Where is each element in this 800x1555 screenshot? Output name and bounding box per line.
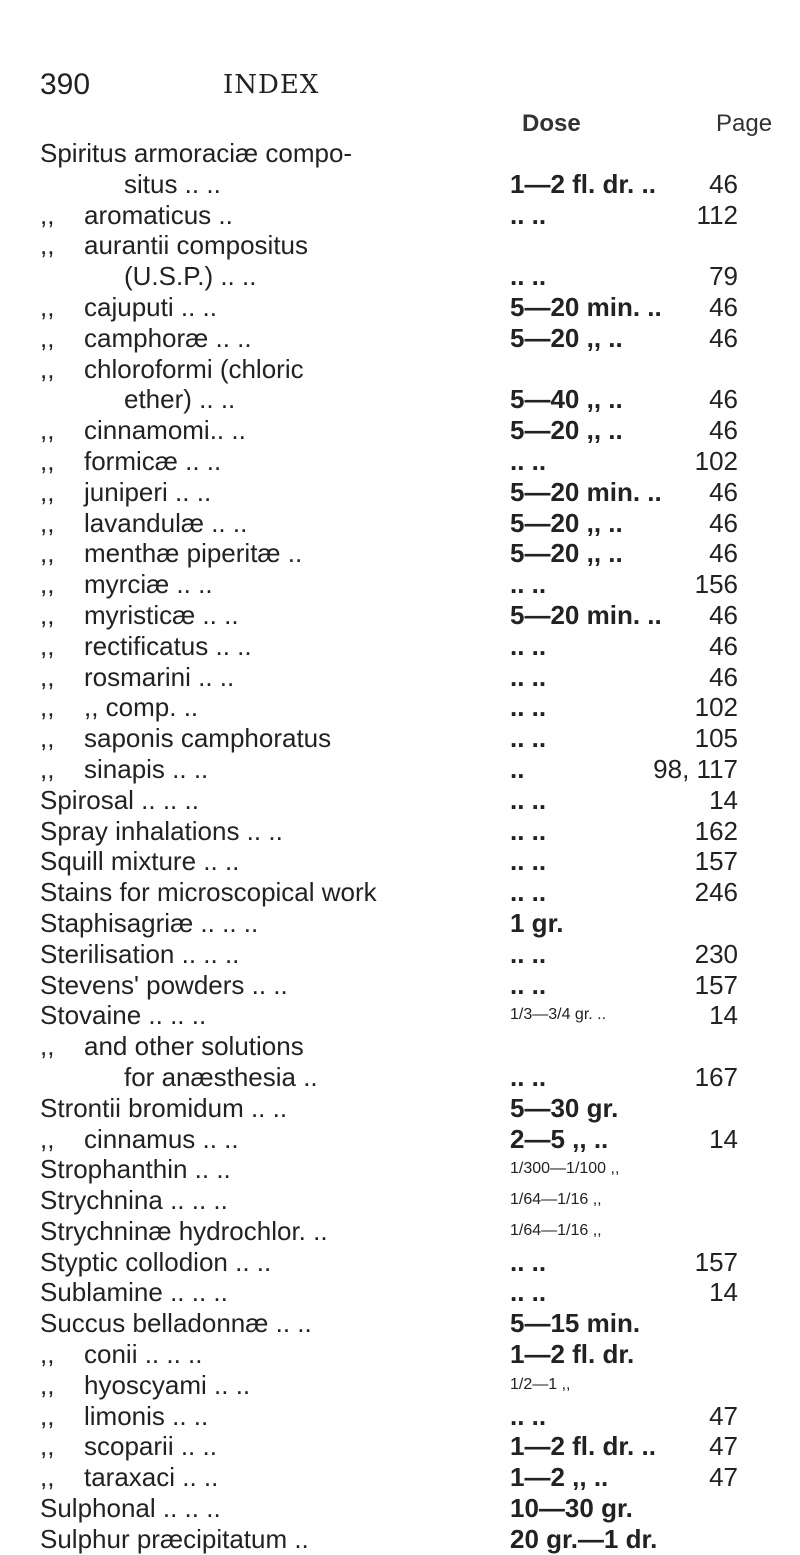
index-row xyxy=(0,1370,800,1401)
ditto-mark: ,, xyxy=(40,630,55,661)
index-row xyxy=(0,169,800,200)
index-row xyxy=(0,692,800,723)
entry-term: lavandulæ .. .. xyxy=(84,507,248,538)
entry-term: for anæsthesia .. xyxy=(124,1061,318,1092)
index-row xyxy=(0,846,800,877)
dose-value: .. .. xyxy=(510,1277,547,1308)
page-header xyxy=(40,68,760,108)
page-reference: 46 xyxy=(709,384,738,415)
index-row xyxy=(0,1277,800,1308)
page-number: 390 xyxy=(40,68,91,101)
dose-value: 5—40 ,, .. xyxy=(510,384,623,415)
index-row xyxy=(0,477,800,508)
dose-value: 2—5 ,, .. xyxy=(510,1123,609,1154)
page-column-header: Page xyxy=(716,110,773,137)
page-reference: 46 xyxy=(709,661,738,692)
ditto-mark: ,, xyxy=(40,322,55,353)
entry-term: menthæ piperitæ .. xyxy=(84,538,303,569)
running-title: INDEX xyxy=(223,70,320,100)
entry-term: camphoræ .. .. xyxy=(84,322,252,353)
index-row xyxy=(0,600,800,631)
dose-value: 5—20 ,, .. xyxy=(510,322,623,353)
dose-value: .. .. xyxy=(510,692,547,723)
index-row xyxy=(0,723,800,754)
index-row xyxy=(0,1524,800,1555)
ditto-mark: ,, xyxy=(40,291,55,322)
dose-value: 5—20 min. .. xyxy=(510,599,662,630)
ditto-mark: ,, xyxy=(40,753,55,784)
index-row xyxy=(0,1493,800,1524)
index-row xyxy=(0,538,800,569)
entry-term: juniperi .. .. xyxy=(84,476,212,507)
entry-term: Spirosal .. .. .. xyxy=(40,784,199,815)
entry-term: Strychnina .. .. .. xyxy=(40,1185,228,1216)
index-row xyxy=(0,292,800,323)
page-reference: 14 xyxy=(709,784,738,815)
entry-term: Sulphonal .. .. .. xyxy=(40,1493,221,1524)
index-row xyxy=(0,877,800,908)
dose-value: 5—30 gr. xyxy=(510,1092,619,1123)
page-reference: 46 xyxy=(709,599,738,630)
index-row xyxy=(0,446,800,477)
dose-value: 5—20 min. .. xyxy=(510,476,662,507)
page-reference: 105 xyxy=(694,723,738,754)
dose-value: 5—20 ,, .. xyxy=(510,415,623,446)
ditto-mark: ,, xyxy=(40,1339,55,1370)
dose-value: 1/2—1 ,, xyxy=(510,1375,571,1393)
ditto-mark: ,, xyxy=(40,1031,55,1062)
index-row xyxy=(0,569,800,600)
dose-value: 1 gr. xyxy=(510,907,564,938)
index-row xyxy=(0,939,800,970)
page-reference: 46 xyxy=(709,168,738,199)
index-row xyxy=(0,1093,800,1124)
ditto-mark: ,, xyxy=(40,1400,55,1431)
dose-value: .. .. xyxy=(510,569,547,600)
entry-term: formicæ .. .. xyxy=(84,445,222,476)
ditto-mark: ,, xyxy=(40,230,55,261)
entry-term: Spiritus armoraciæ compo- xyxy=(40,138,353,168)
ditto-mark: ,, xyxy=(40,445,55,476)
page-reference: 47 xyxy=(709,1462,738,1493)
index-row xyxy=(0,261,800,292)
index-row xyxy=(0,1462,800,1493)
entry-term: rosmarini .. .. xyxy=(84,661,235,692)
dose-value: 1/64—1/16 ,, xyxy=(510,1221,602,1239)
dose-value: .. .. xyxy=(510,630,547,661)
page-reference: 98, 117 xyxy=(653,753,738,784)
page-reference: 14 xyxy=(709,1123,738,1154)
index-row xyxy=(0,754,800,785)
entry-term: myristicæ .. .. xyxy=(84,599,239,630)
index-row xyxy=(0,384,800,415)
index-row xyxy=(0,1185,800,1216)
dose-column-header: Dose xyxy=(522,110,581,137)
ditto-mark: ,, xyxy=(40,692,55,723)
index-entries xyxy=(0,138,800,1555)
index-row xyxy=(0,200,800,231)
entry-term: Strophanthin .. .. xyxy=(40,1154,231,1185)
dose-value: .. .. xyxy=(510,969,547,1000)
entry-term: hyoscyami .. .. xyxy=(84,1369,251,1400)
page-reference: 47 xyxy=(709,1400,738,1431)
dose-value: .. .. xyxy=(510,1246,547,1277)
dose-value: 1—2 fl. dr. .. xyxy=(510,168,656,199)
index-row xyxy=(0,970,800,1001)
entry-term: saponis camphoratus xyxy=(84,723,332,754)
dose-value: .. .. xyxy=(510,661,547,692)
dose-value: 5—20 ,, .. xyxy=(510,538,623,569)
dose-value: 5—20 ,, .. xyxy=(510,507,623,538)
dose-value: .. .. xyxy=(510,1061,547,1092)
dose-value: .. .. xyxy=(510,938,547,969)
entry-term: cajuputi .. .. xyxy=(84,291,217,322)
index-row xyxy=(0,1339,800,1370)
index-row xyxy=(0,908,800,939)
index-row xyxy=(0,785,800,816)
page-reference: 46 xyxy=(709,507,738,538)
entry-term: situs .. .. xyxy=(124,168,221,199)
page-reference: 157 xyxy=(694,846,738,877)
entry-term: taraxaci .. .. xyxy=(84,1462,219,1493)
entry-term: conii .. .. .. xyxy=(84,1339,203,1370)
dose-value: 1/3—3/4 gr. .. xyxy=(510,1006,607,1024)
dose-value: .. .. xyxy=(510,846,547,877)
page-reference: 156 xyxy=(694,569,738,600)
ditto-mark: ,, xyxy=(40,1369,55,1400)
index-row xyxy=(0,1154,800,1185)
dose-value: 1/64—1/16 ,, xyxy=(510,1191,602,1209)
entry-term: aurantii compositus xyxy=(84,230,308,261)
dose-value: 5—20 min. .. xyxy=(510,291,662,322)
page-reference: 14 xyxy=(709,1000,738,1031)
ditto-mark: ,, xyxy=(40,538,55,569)
page-reference: 46 xyxy=(709,291,738,322)
entry-term: Spray inhalations .. .. xyxy=(40,815,283,846)
dose-value: .. .. xyxy=(510,261,547,292)
ditto-mark: ,, xyxy=(40,1123,55,1154)
page-reference: 157 xyxy=(694,969,738,1000)
entry-term: Stovaine .. .. .. xyxy=(40,1000,207,1031)
dose-value: .. .. xyxy=(510,1400,547,1431)
entry-term: scoparii .. .. xyxy=(84,1431,217,1462)
dose-value: 5—15 min. xyxy=(510,1308,641,1339)
entry-term: Stains for microscopical work xyxy=(40,877,377,908)
index-row xyxy=(0,1062,800,1093)
page-reference: 230 xyxy=(694,938,738,969)
entry-term: sinapis .. .. xyxy=(84,753,209,784)
ditto-mark: ,, xyxy=(40,476,55,507)
entry-term: Sulphur præcipitatum .. xyxy=(40,1523,309,1554)
page-reference: 14 xyxy=(709,1277,738,1308)
dose-value: .. .. xyxy=(510,445,547,476)
index-row xyxy=(0,1031,800,1062)
dose-value: 1/300—1/100 ,, xyxy=(510,1160,620,1178)
ditto-mark: ,, xyxy=(40,507,55,538)
entry-term: Sterilisation .. .. .. xyxy=(40,938,240,969)
page-reference: 46 xyxy=(709,415,738,446)
entry-term: ,, comp. .. xyxy=(84,692,199,723)
entry-term: (U.S.P.) .. .. xyxy=(124,261,257,292)
entry-term: rectificatus .. .. xyxy=(84,630,252,661)
page-reference: 79 xyxy=(709,261,738,292)
page-reference: 46 xyxy=(709,322,738,353)
index-row xyxy=(0,631,800,662)
ditto-mark: ,, xyxy=(40,599,55,630)
entry-term: Squill mixture .. .. xyxy=(40,846,240,877)
index-row xyxy=(0,1000,800,1031)
entry-term: Stevens' powders .. .. xyxy=(40,969,288,1000)
index-row xyxy=(0,1401,800,1432)
dose-value: 1—2 ,, .. xyxy=(510,1462,609,1493)
index-row xyxy=(0,1431,800,1462)
page-reference: 167 xyxy=(694,1061,738,1092)
entry-term: Staphisagriæ .. .. .. xyxy=(40,907,259,938)
index-row xyxy=(0,1247,800,1278)
page-reference: 112 xyxy=(696,199,738,230)
dose-value: .. .. xyxy=(510,877,547,908)
entry-term: Succus belladonnæ .. .. xyxy=(40,1308,312,1339)
index-row xyxy=(0,138,800,169)
entry-term: Styptic collodion .. .. xyxy=(40,1246,272,1277)
index-row xyxy=(0,1216,800,1247)
index-row xyxy=(0,323,800,354)
ditto-mark: ,, xyxy=(40,723,55,754)
entry-term: Sublamine .. .. .. xyxy=(40,1277,228,1308)
ditto-mark: ,, xyxy=(40,353,55,384)
index-row xyxy=(0,354,800,385)
entry-term: and other solutions xyxy=(84,1031,304,1062)
dose-value: .. .. xyxy=(510,784,547,815)
page-reference: 102 xyxy=(694,445,738,476)
dose-value: 1—2 fl. dr. .. xyxy=(510,1431,656,1462)
page-reference: 102 xyxy=(694,692,738,723)
ditto-mark: ,, xyxy=(40,569,55,600)
ditto-mark: ,, xyxy=(40,661,55,692)
dose-value: .. xyxy=(510,753,525,784)
dose-value: .. .. xyxy=(510,199,547,230)
ditto-mark: ,, xyxy=(40,1431,55,1462)
ditto-mark: ,, xyxy=(40,199,55,230)
dose-value: 1—2 fl. dr. xyxy=(510,1339,635,1370)
index-row xyxy=(0,816,800,847)
index-row xyxy=(0,230,800,261)
entry-term: Strychninæ hydrochlor. .. xyxy=(40,1215,328,1246)
ditto-mark: ,, xyxy=(40,415,55,446)
entry-term: chloroformi (chloric xyxy=(84,353,304,384)
index-row xyxy=(0,415,800,446)
entry-term: Strontii bromidum .. .. xyxy=(40,1092,288,1123)
dose-value: 10—30 gr. xyxy=(510,1493,633,1524)
entry-term: cinnamus .. .. xyxy=(84,1123,239,1154)
page-reference: 46 xyxy=(709,630,738,661)
entry-term: ether) .. .. xyxy=(124,384,236,415)
page-reference: 46 xyxy=(709,538,738,569)
page-reference: 47 xyxy=(709,1431,738,1462)
entry-term: limonis .. .. xyxy=(84,1400,209,1431)
index-row xyxy=(0,1124,800,1155)
entry-term: myrciæ .. .. xyxy=(84,569,213,600)
page-reference: 46 xyxy=(709,476,738,507)
page-reference: 162 xyxy=(694,815,738,846)
page-reference: 246 xyxy=(694,877,738,908)
entry-term: aromaticus .. xyxy=(84,199,233,230)
dose-value: .. .. xyxy=(510,723,547,754)
entry-term: cinnamomi.. .. xyxy=(84,415,246,446)
dose-value: 20 gr.—1 dr. xyxy=(510,1523,658,1554)
index-row xyxy=(0,662,800,693)
index-row xyxy=(0,508,800,539)
dose-value: .. .. xyxy=(510,815,547,846)
ditto-mark: ,, xyxy=(40,1462,55,1493)
page-reference: 157 xyxy=(694,1246,738,1277)
index-row xyxy=(0,1308,800,1339)
